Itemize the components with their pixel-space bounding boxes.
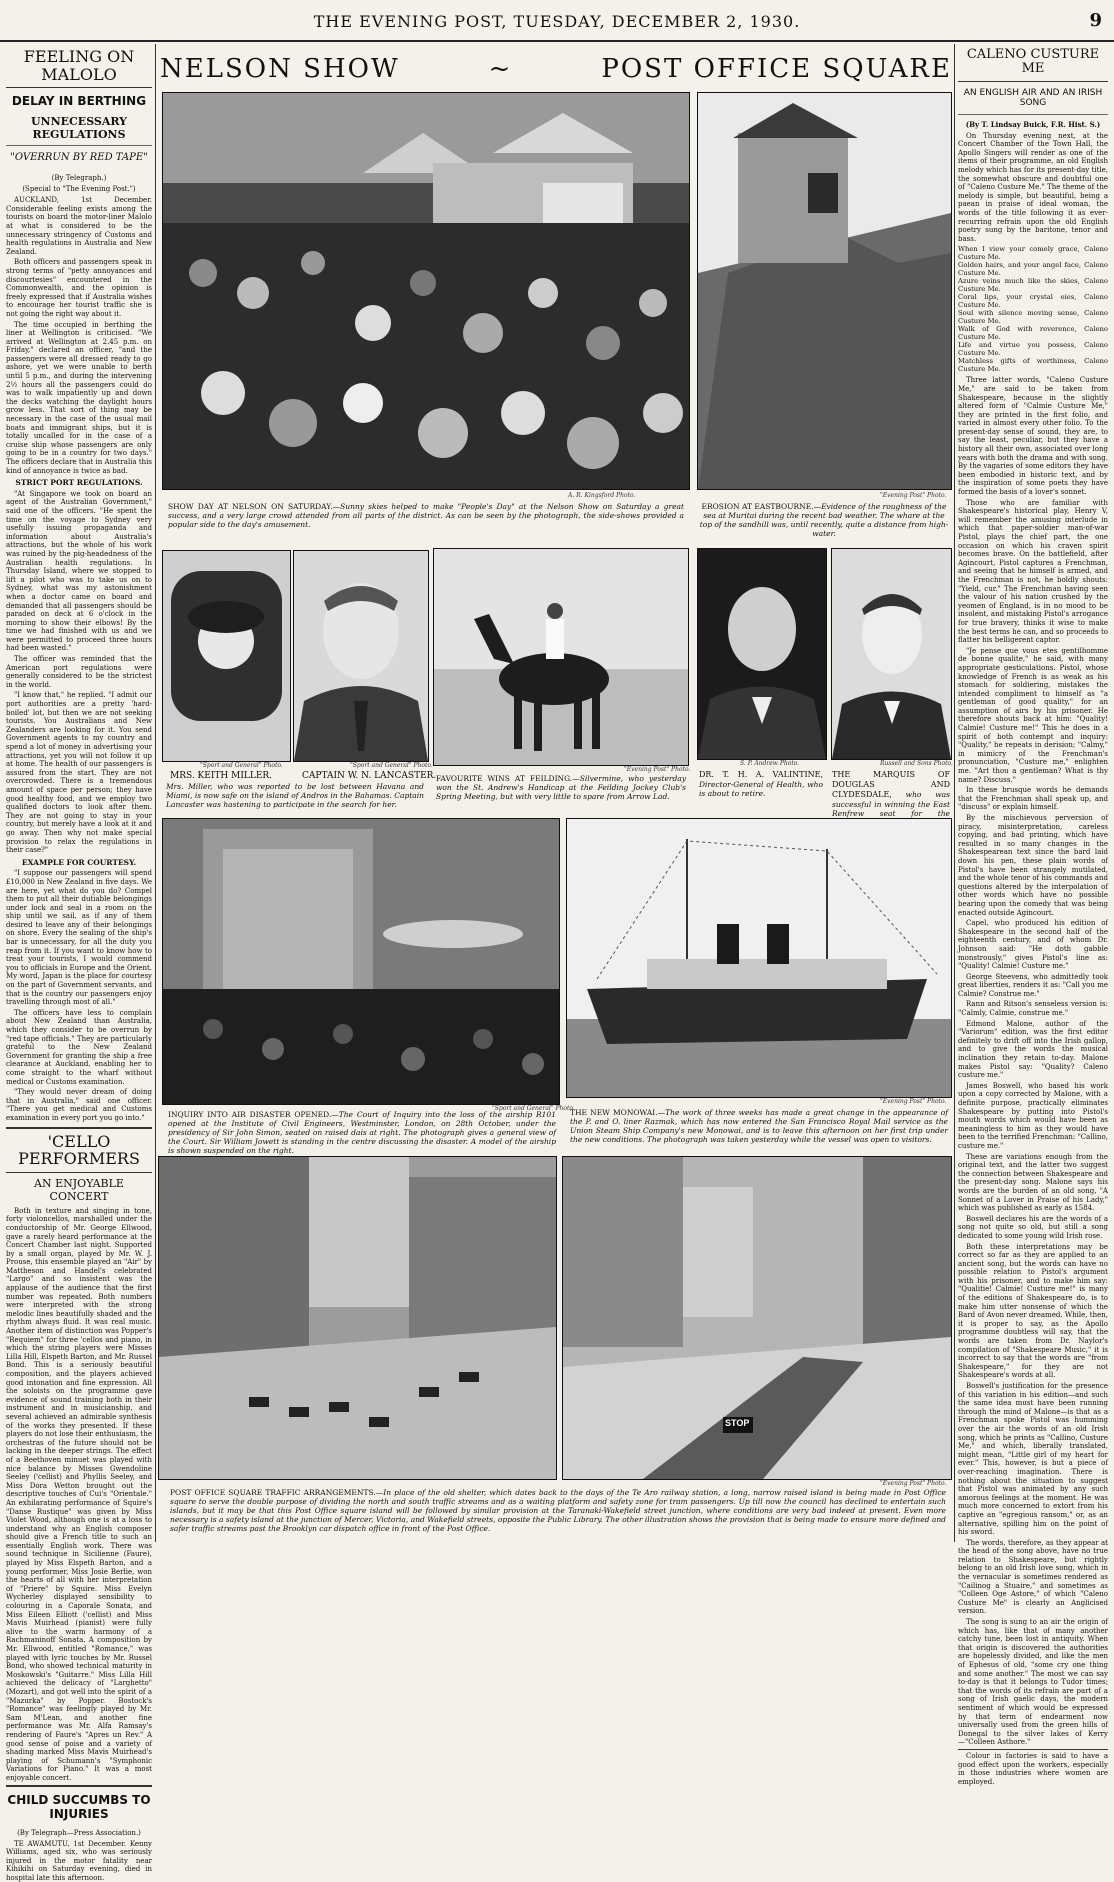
banner-ornament: ~ (489, 54, 513, 84)
paragraph: Capel, who produced his edition of Shakespeare in the second half of the eighteenth century, and of whom Dr. Johnson said: "He doth gabble monstrously," gives Pistol's line as: "Quality! Calmie! Custure me." (958, 919, 1108, 971)
paragraph: The officer was reminded that the American port regulations were generally considered to be the strictest in the world. (6, 655, 152, 689)
caption-valintine (699, 770, 823, 798)
left-column-article (6, 44, 152, 1540)
photo-marquis-douglas (831, 548, 952, 760)
byline-buick: (By T. Lindsay Buick, F.R. Hist. S.) (958, 120, 1108, 129)
paragraph: Three latter words, "Caleno Custure Me," are said to be taken from Shakespeare, because in the slightly altered form of "Calmie Custure Me," they are printed in the first folio, and varied in almost every other folio. To the present-day sense of sound, they are, to say the least, peculiar, but they have a history all their own, associated over long years with both the drama and with song. By the vagaries of some editors they have been embodied in historic text, and by the inspiration of some poets they have formed the basis of a lover's sonnet. (958, 376, 1108, 496)
lyric-line: Matchless gifts of worthiness, Caleno Custure Me. (958, 357, 1108, 373)
deck-red-tape: "OVERRUN BY RED TAPE" (6, 146, 152, 169)
paragraph: "At Singapore we took on board an agent of the Australian Government," said one of the officers. "He spent the time on the voyage to Sydney very usefully issuing propaganda and information about Australia's attractions, but the whole of his work was ruined by the pig-headedness of the Australian health regulations. In Thursday Island, where we stopped to lift a pilot who was to take us on to Sydney, what was my astonishment when a doctor came on board and demanded that all passengers should be paraded on deck at 6 o'clock in the morning to show their elbows! By the time we had finished with us and we were permitted to proceed three hours had been wasted." (6, 490, 152, 653)
paragraph: The song is sung to an air the origin of which has, like that of many another catchy tune, been lost in antiquity. When that origin is discovered the authorities are hopelessly divided, and like the men of Ephesus of old, "some cry one thing and some another." The most we can say to-day is that it belongs to Tudor times; that the words of its refrain are part of a song of Irish gaelic days, the modern sentiment of which would be expressed by that term of endearment now universally used from the green hills of Donegal to the silver lakes of Kerry—"Colleen Asthore." (958, 1618, 1108, 1747)
photo-post-office-square-right (562, 1156, 952, 1480)
paragraph: "I suppose our passengers will spend £10,000 in New Zealand in five days. We are here, yet what do you do? Compel them to put all their dutiable belongings under lock and seal in a room on the ship until we sail, as if any of them desired to leave any of their belongings on shore. Every the sealing of the ship's bar is unnecessary, for all the duty you reap from it. If you want to know how to treat your tourists, I would commend you to officials in Europe and the Orient. My word, Japan is the place for courtesy on the part of Government servants, and that is the country our passengers enjoy travelling through most of all." (6, 869, 152, 1007)
square-left-image (159, 1157, 556, 1479)
paragraph: "They would never dream of doing that in Australia," said one officer. "There you get medical and Customs examination in every port you go into." (6, 1088, 152, 1122)
banner-post-office-square: POST OFFICE SQUARE (601, 54, 952, 84)
caption-text: —Sunny skies helped to make "People's Day" at the Nelson Show on Saturday a great success, and a very large crowd attended from all parts of the district. As can be seen by the photograph, the side-shows provided a popular side to the day's amusement. (168, 502, 684, 529)
page-number: 9 (1089, 10, 1102, 31)
photo-new-monowai (566, 818, 952, 1098)
credit-kingsford: A. R. Kingsford Photo. (568, 492, 635, 499)
headline-cello: 'CELLO PERFORMERS (6, 1127, 152, 1173)
caption-text: who was successful in winning the East Renfrew seat for the (832, 790, 950, 827)
lyric-line: Soul with silence moving sense, Caleno Custure Me. (958, 309, 1108, 325)
portrait-douglas (832, 549, 951, 759)
paragraph: Edmond Malone, author of the "Variorum" edition, was the first editor definitely to drift off into the Irish gallop, and to give the words the musical inclination they retain to-day. Malone makes Pistol say: "Quality? Caleno custure me." (958, 1020, 1108, 1080)
caption-lead: SHOW DAY AT NELSON ON SATURDAY. (168, 502, 333, 511)
column-rule-right (954, 44, 955, 1542)
paragraph: Those who are familiar with Shakespeare's historical play, Henry V, will remember the amusing interlude in which that paper-soldier man-of-war Pistol, plays the chief part, the one occasion on which his craven spirit becomes brave. On the battlefield, after Agincourt, Pistol captures a Frenchman, and seeing that he himself is armed, and the Frenchman is not, he boldly shouts: "Yield, cur." The Frenchman having seen the valour of his nation crushed by the yeomen of England, is in no mood to be insolent, and mistaking Pistol's arrogance for true bravery, thinks it wise to make the best terms he can, and so proceeds to flatter his belligerent captor. (958, 499, 1108, 645)
ship-image (567, 819, 951, 1097)
deck-delay: DELAY IN BERTHING (6, 88, 152, 111)
portrait-miller (163, 551, 290, 761)
photo-nelson-show-crowd (162, 92, 690, 490)
caption-text: Director-General of Health, who is about to retire. (699, 780, 823, 798)
caption-nelson-show (168, 502, 684, 529)
byline-special: (Special to "The Evening Post.") (6, 185, 152, 193)
paragraph: "I know that," he replied. "I admit our port authorities are a pretty 'hard-boiled' lot, but then we are not seeking tourists. You Australians and New Zealanders are looking for it. You send Government agents to my country and spend a lot of money in advertising your attractions, yet you will not follow it up at home. The health of our passengers is assured from the start. They are not overcrowded. There is a tremendous amount of space per person; they have good healthy food, and we employ two qualified doctors to look after them. They are not going to stay in your country, but merely have a look at it and go away. Then why not make special provision to relax the regulations in their case?" (6, 691, 152, 854)
inquiry-image (163, 819, 559, 1104)
caption-miller-name: MRS. KEITH MILLER. (170, 771, 272, 781)
portrait-lancaster (294, 551, 428, 761)
photo-mrs-keith-miller (162, 550, 291, 762)
photo-dr-valintine (697, 548, 827, 760)
paragraph: Both these interpretations may be correct so far as they are applied to an ancient song, but the words can have no possible relation to Pistol's argument with his prisoner, and to make him say: "Qualitie! Calmie! Custure me!" is many of the editions of Shakespeare do, is to make him utter nonsense of which the Bard of Avon never dreamed. While, then, it is proper to say, as the Apollo programme doubtless will say, that the words are taken from Dr. Naylor's compilation of "Shakespeare Music," it is incorrect to say that the words are "from Shakespeare," for they are not Shakespeare's words at all. (958, 1243, 1108, 1381)
caption-horse (436, 774, 686, 801)
caption-lead: FAVOURITE WINS AT FEILDING. (436, 774, 572, 783)
credit-evening-post-4: "Evening Post" Photo. (880, 1480, 946, 1487)
caption-text: —The work of three weeks has made a great change in the appearance of the P. and O. liner Razmak, which has now entered the San Francisco Royal Mail service as the Union Steam Ship Company's new Monowai, and is to leave this afternoon on her first trip under the new conditions. The photograph was taken yesterday while the vessel was open to visitors. (570, 1108, 948, 1144)
paragraph: Colour in factories is said to have a good effect upon the workers, especially in those industries where women are employed. (958, 1749, 1108, 1786)
photo-silvermine-horse (433, 548, 689, 766)
deck-english-air: AN ENGLISH AIR AND AN IRISH SONG (958, 82, 1108, 115)
caption-lancaster-name: CAPTAIN W. N. LANCASTER. (302, 771, 436, 781)
article-body-malolo (6, 196, 152, 1122)
portrait-valintine (698, 549, 826, 759)
caption-lead: DR. T. H. A. VALINTINE, (699, 770, 823, 779)
credit-sport-general-3: "Sport and General" Photo. (492, 1105, 575, 1112)
byline-telegraph: (By Telegraph.) (6, 174, 152, 182)
caption-lead: POST OFFICE SQUARE TRAFFIC ARRANGEMENTS. (170, 1488, 376, 1497)
lyric-line: Azure veins much like the skies, Caleno Custure Me. (958, 277, 1108, 293)
paragraph: Boswell's justification for the presence of this variation in his edition—and such the same idea must have been running through the mind of Malone—is that as a Frenchman spoke Pistol was humming over the air the words of an old Irish song, which he prints as "Callino, Custure Me," and which, liberally translated, might mean, "Little girl of my heart for ever." This, however, is but a piece of over-reaching imagination. There is nothing about the situation to suggest that Pistol was animated by any such amorous feelings at the moment. He was much more concerned to extort from his captive an "egregious ransom," or, as an alternative, spilling him on the point of his sword. (958, 1382, 1108, 1537)
lyric-line: Golden hairs, and your angel face, Caleno Custure Me. (958, 261, 1108, 277)
lyric-line: Life and virtue you possess, Caleno Custure Me. (958, 341, 1108, 357)
paragraph: The officers have less to complain about New Zealand than Australia, which they consider to be overrun by "red tape officials." They are particularly grateful to the New Zealand Government for granting the ship a free clearance at Auckland, enabling her to come straight to the wharf without medical or Customs examination. (6, 1009, 152, 1086)
paragraph: In these brusque words he demands that the Frenchman shall speak up, and "discuss" or explain himself. (958, 786, 1108, 812)
paragraph: Boswell declares his are the words of a song not quite so old, but still a song dedicated to some young wild Irish rose. (958, 1215, 1108, 1241)
lyric-line: Walk of God with reverence, Caleno Custure Me. (958, 325, 1108, 341)
headline-child: CHILD SUCCUMBS TO INJURIES (6, 1785, 152, 1824)
crowd-image (163, 93, 689, 489)
headline-caleno: CALENO CUSTURE ME (958, 44, 1108, 82)
photo-captain-lancaster (293, 550, 429, 762)
photo-air-disaster-inquiry (162, 818, 560, 1105)
article-body-cello (6, 1207, 152, 1783)
credit-andrew: S. P. Andrew Photo. (740, 760, 799, 767)
subhead-courtesy: EXAMPLE FOR COURTESY. (6, 859, 152, 868)
paragraph: Both in texture and singing in tone, forty violoncellos, marshalled under the conductorship of Mr. George Ellwood, gave a rarely heard performance at the Concert Chamber last night. Supported by a small organ, played by Mr. W. J. Prouse, this ensemble played an "Air" by Mattheson and Handel's celebrated "Largo" and so insistent was the applause of the audience that the first number was repeated. Both numbers were interpreted with the strong melodic lines beautifully shaded and the rhythm always fluid. It was real music. Another item of distinction was Popper's "Requiem" for three 'cellos and piano, in which the string players were Misses Lilla Hill, Elspeth Barton, and Mr. Russel Bond. This is a seriously beautiful composition, and the players achieved good intonation and fine expression. All the soloists on the programme gave evidence of sound training both in their instrument and in musicianship, and several achieved an admirable synthesis of the works they presented. If these players do not lose their enthusiasm, the orchestras of the future should not be lacking in the deeper strings. The effect of a Beethoven minuet was played with nice balance by Misses Gwendoline Seeley ('cellist) and Phyllis Seeley, and Miss Dora Wetton brought out the descriptive touches of Cui's "Orientale." An exhilarating performance of Squire's "Danse Rustique" was given by Miss Violet Wood, although one is at a loss to understand why an English composer should give a French title to such an essentially English work. There was sound technique in Sicilienne (Faure), played by Miss Elspeth Barton, and a young performer, Miss Josie Berlie, won the hearts of all with her interpretation of "Priere" by Squire. Miss Evelyn Wycherley displayed sensibility to colouring in a Caporale Sonata, and Miss Eileen Elliott ('cellist) and Miss Mavis Muirhead (pianist) were fully alive to the warm harmony of a Rachmaninoff Sonata. A composition by Mr. Ellwood, entitled "Romance," was played with lyric touches by Mr. Russel Bond, who showed technical maturity in Moskowski's "Guitarre." Miss Lilla Hill achieved the delicacy of "Larghetto" (Mozart), and got well into the spirit of a "Mazurka" by Popper. Bostock's "Romance" was feelingly played by Mr. Sam M'Lean, and another fine performance was Mr. Alfa Ramsay's rendering of Faure's "Apres un Rev." A good sense of poise and a variety of shading marked Miss Mavis Muirhead's playing of Schumann's "Symphonic Variations for Piano." It was a most enjoyable concert. (6, 1207, 152, 1783)
credit-evening-post-2: "Evening Post" Photo. (624, 766, 690, 773)
paragraph: By the mischievous perversion of piracy, misinterpretation, careless copying, and bad printing, which have resulted in so many changes in the Shakespearean text since the bard laid down his pen, these plain words of Pistol's have been strangely mutilated, and the whole tenor of his commands and questions altered by the interpolation of other words which have no possible bearing upon the comedy that was being enacted outside Agincourt. (958, 814, 1108, 917)
masthead-title: THE EVENING POST, TUESDAY, DECEMBER 2, 1930. (0, 12, 1114, 31)
right-column-article (958, 44, 1108, 1540)
caption-lead: EROSION AT EASTBOURNE. (701, 502, 813, 511)
caption-erosion (699, 502, 949, 538)
photo-post-office-square-left (158, 1156, 557, 1480)
paragraph: These are variations enough from the original text, and the latter two suggest the connection between Shakespeare and the present-day song. Malone says his words are the burden of an old song, "A Sonnet of a Lover in Praise of his Lady," which was published as early as 1584. (958, 1153, 1108, 1213)
caption-text: —In place of the old shelter, which dates back to the days of the Te Aro railway station, a long, narrow raised island is being made in Post Office square to serve the double purpose of dividing the north and south traffic streams and as a waiting platform and safety zone for tram passengers. Up till now the council has declined to entertain such islands, but it may be that this Post Office square island will be followed by similar provision at the Taranaki-Wakefield street junction, where conditions are very bad indeed at present. Even more necessary is a safety island at the junction of Mercer, Victoria, and Wakefield streets, opposite the Public Library. The other illustration shows the provision that is being made to ensure more defined and safer traffic streams past the Brooklyn car dispatch office in front of the Post Office. (170, 1488, 946, 1533)
paragraph: Both officers and passengers speak in strong terms of "petty annoyances and discourtesies" encountered in the Commonwealth, and the opinion is freely expressed that if Australia wishes to encourage her tourist traffic she is not going the right way about it. (6, 258, 152, 318)
byline-press: (By Telegraph—Press Association.) (6, 1829, 152, 1837)
photo-erosion-eastbourne (697, 92, 952, 490)
paragraph: George Steevens, who admittedly took great liberties, renders it as: "Call you me Calmie? Construe me." (958, 973, 1108, 999)
article-body-caleno (958, 132, 1108, 1787)
paragraph: On Thursday evening next, at the Concert Chamber of the Town Hall, the Apollo Singers will render as one of the items of their programme, an old English melody which has for its present-day title, the somewhat obscure and doubtful one of "Caleno Custure Me." The theme of the melody is simple, but beautiful, being a paean in praise of ideal woman, the words of the title following it as ever-recurring refrain upon the old English poetry sung by the baritone, tenor and bass. (958, 132, 1108, 244)
erosion-image (698, 93, 951, 489)
lyric-line: When I view your comely grace, Caleno Custure Me. (958, 245, 1108, 261)
caption-aviators: Mrs. Miller, who was reported to be lost between Havana and Miami, is now safe on the island of Andros in the Bahamas. Captain Lancaster was hastening to participate in the search for her. (166, 782, 424, 809)
paragraph: The time occupied in berthing the liner at Wellington is criticised. "We arrived at Wellington at 2.45 p.m. on Friday," declared an officer, "and the passengers were all dressed ready to go ashore, yet we were unable to berth until 5 p.m., and during the intervening 2½ hours all the passengers could do was to walk impatiently up and down the decks watching the daylight hours grow less. That sort of thing may be necessary in the case of the usual mail boats and immigrant ships, but it is totally uncalled for in the case of a cruise ship whose passengers are only going to be in a country for two days." The officers declare that in Australia this kind of annoyance is twice as bad. (6, 321, 152, 476)
caption-text: —Silvermine, who yesterday won the St. Andrew's Handicap at the Feilding Jockey Club's Spring Meeting, but with very little to spare from Arrow Lad. (436, 774, 686, 801)
paragraph: AUCKLAND, 1st December. Considerable feeling exists among the tourists on board the motor-liner Malolo at what is considered to be the unnecessary stringency of Customs and health regulations in Australia and New Zealand. (6, 196, 152, 256)
square-right-image (563, 1157, 951, 1479)
deck-concert: AN ENJOYABLE CONCERT (6, 1173, 152, 1207)
article-body-child (6, 1840, 152, 1882)
credit-sport-general: "Sport and General" Photo. (200, 762, 283, 769)
paragraph: TE AWAMUTU, 1st December. Kenny Williams, aged six, who was seriously injured in the motor fatality near Kihikihi on Saturday evening, died in hospital late this afternoon. (6, 1840, 152, 1882)
caption-lead: THE NEW MONOWAI. (570, 1108, 658, 1117)
caption-text: —The Court of Inquiry into the loss of the airship R101 opened at the Institute of Civil Engineers, Westminster, London, on 28th October, under the presidency of Sir John Simon, seated on raised dais at right. The photograph gives a general view of the Court. Sir William Jowett is standing in the centre discussing the disaster. A model of the airship is shown suspended on the right. (168, 1110, 556, 1155)
paragraph: Rann and Ritson's senseless version is: "Calmly, Calmie, construe me." (958, 1000, 1108, 1017)
deck-regulations: UNNECESSARY REGULATIONS (6, 111, 152, 146)
banner-nelson-show: NELSON SHOW (160, 54, 400, 84)
column-rule-left (155, 44, 156, 1542)
paragraph: James Boswell, who based his work upon a copy corrected by Malone, with a definite purpose, practically eliminates Shakespeare by putting into Pistol's mouth words which would have been as meaningless to him as they would have been to the terrified Frenchman: "Callino, custure me." (958, 1082, 1108, 1151)
caption-post-office-square (170, 1488, 946, 1533)
stop-sign: STOP (725, 1418, 749, 1428)
credit-evening-post-3: "Evening Post" Photo. (880, 1098, 946, 1105)
caption-text: —Evidence of the roughness of the sea at Muritai during the recent bad weather. The whare at the top of the sandhill was, until recently, quite a distance from high-water. (700, 502, 949, 538)
subhead-port-regulations: STRICT PORT REGULATIONS. (6, 479, 152, 488)
horse-image (434, 549, 688, 765)
paragraph: "Je pense que vous etes gentilhomme de bonne qualite," he said, with many appropriate gesticulations. Pistol, whose knowledge of French is as weak as his stomach for soldiering, mistakes the intended compliment to himself as "a gentleman of good quality," for an assumption of airs by his prisoner. He therefore shouts back at him: "Quality! Calmie! Custure me!" This he does in a spirit of both contempt and inquiry: "Quality," he repeats in derision; "Calmy," in mimicry of the Frenchman's pronunciation, "Custure me," enlighten me. "Art thou a gentleman? What is thy name? Discuss." (958, 647, 1108, 785)
paragraph: The words, therefore, as they appear at the head of the song above, have no true relation to Shakespeare, but rightly belong to an old Irish love song, which in the vernacular is sometimes rendered as "Cailinog a Stuaire," and sometimes as "Colleen Oge Astore," of which "Caleno Custure Me" is clearly an Anglicised version. (958, 1539, 1108, 1616)
credit-evening-post: "Evening Post" Photo. (880, 492, 946, 499)
credit-sport-general-2: "Sport and General" Photo. (350, 762, 433, 769)
caption-inquiry (168, 1110, 556, 1155)
caption-lead: THE MARQUIS OF DOUGLAS AND CLYDESDALE, (832, 770, 950, 799)
lyric-line: Coral lips, your crystal eies, Caleno Custure Me. (958, 293, 1108, 309)
masthead (0, 0, 1114, 42)
headline-malolo: FEELING ON MALOLO (6, 44, 152, 88)
photo-page-banner (160, 52, 952, 86)
caption-lead: INQUIRY INTO AIR DISASTER OPENED. (168, 1110, 331, 1119)
caption-monowai (570, 1108, 948, 1144)
credit-russell: Russell and Sons Photo. (880, 760, 953, 767)
